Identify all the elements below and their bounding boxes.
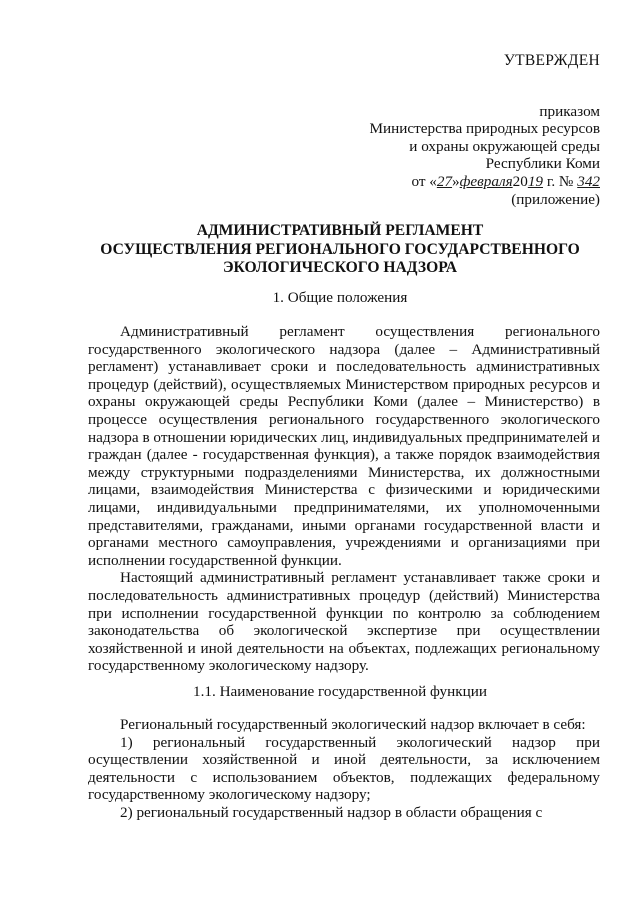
paragraph-intro: Административный регламент осуществления регионального государственного экологического надзора (далее – Административный регламент) устанавливает сроки и последовательность административных процедур (действий), осуществляемых Министерством природных ресурсов и охраны окружающей среды Республики Коми (далее – Министерство) в процессе осуществления регионального государственного экологического надзора в отношении юридических лиц, индивидуальных предпринимателей и граждан (далее - государственная функция), а также порядок взаимодействия между структурными подразделениями Министерства, их должностными лицами, взаимодействия Министерства с физическими и юридическими лицами, индивидуальными предпринимателями, их уполномоченными представителями, гражданами, иными органами государственной власти и органами местного самоуправления, учреждениями и организациями при исполнении государственной функции. (88, 323, 600, 569)
approval-stamp-label: УТВЕРЖДЕН (503, 52, 600, 69)
approval-block (300, 52, 600, 208)
body-block-1 (88, 323, 600, 675)
date-suffix: г. № (543, 172, 578, 190)
approval-ministry-line1: Министерства природных ресурсов (369, 120, 600, 138)
title-line1: АДМИНИСТРАТИВНЫЙ РЕГЛАМЕНТ (196, 222, 484, 239)
date-year-prefix: 20 (512, 172, 528, 190)
paragraph-includes: Региональный государственный экологический надзор включает в себя: (120, 716, 586, 733)
title-line2: ОСУЩЕСТВЛЕНИЯ РЕГИОНАЛЬНОГО ГОСУДАРСТВЕННОГО (100, 240, 580, 258)
order-number-handwritten: 342 (577, 172, 600, 190)
approval-ministry-line2: и охраны окружающей среды (409, 137, 600, 155)
date-year-handwritten: 19 (527, 172, 544, 190)
approval-republic: Республики Коми (485, 155, 600, 173)
list-item-2: 2) региональный государственный надзор в области обращения с (120, 803, 543, 821)
approval-order-label: приказом (539, 102, 600, 120)
section-heading-function-name: 1.1. Наименование государственной функции (193, 683, 487, 700)
document-title (80, 222, 600, 278)
date-day-handwritten: 27 (436, 172, 453, 190)
paragraph-scope: Настоящий административный регламент устанавливает также сроки и последовательность административных процедур (действий) Министерства при исполнении государственной функции по контролю за соблюдением законодательства об экологической экспертизе при осуществлении хозяйственной и иной деятельности на объектах, подлежащих региональному государственному экологическому надзору. (88, 569, 600, 675)
date-sep: » (452, 172, 460, 190)
body-block-2 (88, 716, 600, 822)
approval-date-line (300, 173, 600, 191)
approval-appendix: (приложение) (511, 190, 600, 208)
section-heading-general: 1. Общие положения (272, 289, 408, 306)
date-prefix: от « (411, 172, 437, 190)
list-item-1: 1) региональный государственный экологический надзор при осуществлении хозяйственной и иной деятельности, за исключением деятельности с использованием объектов, подлежащих федеральному государственному экологическому надзору; (88, 733, 600, 804)
date-month-handwritten: февраля (459, 172, 513, 190)
title-line3: ЭКОЛОГИЧЕСКОГО НАДЗОРА (222, 259, 458, 277)
